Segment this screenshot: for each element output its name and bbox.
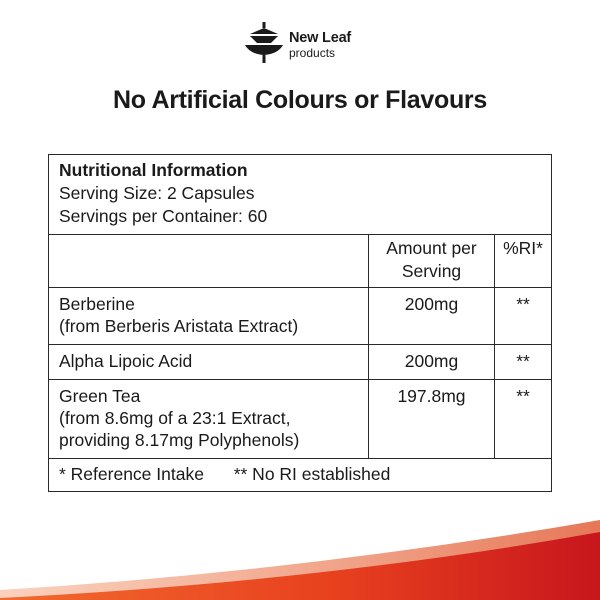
footnote-row xyxy=(49,459,552,492)
column-header-row xyxy=(49,235,552,288)
table-row xyxy=(49,380,552,459)
footnote-no-ri: ** No RI established xyxy=(233,464,391,484)
ingredient-amount: 200mg xyxy=(369,288,495,345)
ingredient-name-line3: providing 8.17mg Polyphenols) xyxy=(59,430,300,450)
table-header-cell xyxy=(49,155,552,235)
ingredient-name-line2: (from 8.6mg of a 23:1 Extract, xyxy=(59,408,291,428)
table-header-block xyxy=(49,155,552,235)
brand-logo xyxy=(242,22,382,66)
column-header-amount-line2: Serving xyxy=(401,261,462,281)
leaf-tree-icon xyxy=(242,22,286,66)
table-row xyxy=(49,345,552,380)
ingredient-name-line1: Green Tea xyxy=(59,386,141,406)
ingredient-name xyxy=(49,380,369,459)
ingredient-name xyxy=(49,288,369,345)
column-header-amount xyxy=(369,235,495,288)
ingredient-amount: 197.8mg xyxy=(369,380,495,459)
decorative-swoosh xyxy=(0,510,600,600)
ingredient-name-line1: Berberine xyxy=(59,294,135,314)
ingredient-ri: ** xyxy=(495,380,552,459)
table-title: Nutritional Information xyxy=(59,160,248,180)
ingredient-amount: 200mg xyxy=(369,345,495,380)
ingredient-ri: ** xyxy=(495,288,552,345)
servings-per-container: Servings per Container: 60 xyxy=(59,206,268,226)
brand-tagline: products xyxy=(289,46,336,60)
ingredient-name-line2: (from Berberis Aristata Extract) xyxy=(59,316,299,336)
ingredient-ri: ** xyxy=(495,345,552,380)
ingredient-name-line1: Alpha Lipoic Acid xyxy=(59,351,193,371)
nutrition-table xyxy=(48,154,552,492)
table-row xyxy=(49,288,552,345)
serving-size: Serving Size: 2 Capsules xyxy=(59,183,255,203)
headline: No Artificial Colours or Flavours xyxy=(113,86,487,114)
column-header-amount-line1: Amount per xyxy=(386,238,477,258)
column-header-blank xyxy=(49,235,369,288)
ingredient-name xyxy=(49,345,369,380)
brand-name: New Leaf xyxy=(289,30,352,46)
footnote-cell xyxy=(49,459,552,492)
column-header-ri: %RI* xyxy=(495,235,552,288)
footnote-ri: * Reference Intake xyxy=(59,464,204,484)
